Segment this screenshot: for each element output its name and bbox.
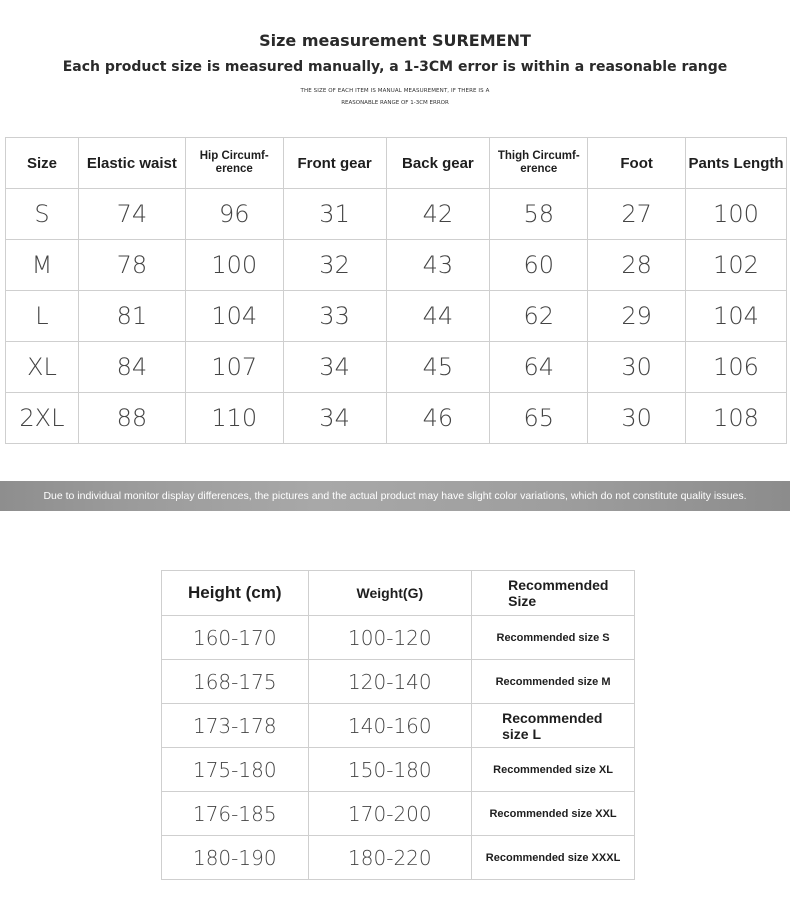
cell-back-gear: 46 xyxy=(386,393,490,444)
cell-elastic-waist: 88 xyxy=(78,393,185,444)
header-weight: Weight(G) xyxy=(308,571,472,616)
cell-recommended-size: Recommended size XL xyxy=(472,748,635,792)
cell-foot: 30 xyxy=(588,393,686,444)
header-thigh-line-1: Thigh Circumf- xyxy=(497,150,580,162)
cell-weight: 100-120 xyxy=(308,616,472,660)
cell-recommended-size: Recommended size XXL xyxy=(472,792,635,836)
cell-height: 168-175 xyxy=(162,660,309,704)
cell-weight: 120-140 xyxy=(308,660,472,704)
cell-weight: 170-200 xyxy=(308,792,472,836)
size-table-row xyxy=(6,240,787,291)
cell-pants-length: 106 xyxy=(686,342,787,393)
cell-back-gear: 43 xyxy=(386,240,490,291)
color-disclaimer-banner: Due to individual monitor display differences, the pictures and the actual product may have slight color variations, which do not constitute quality issues. xyxy=(0,481,790,511)
cell-front-gear: 34 xyxy=(283,393,386,444)
size-table-header-row xyxy=(6,138,787,189)
cell-elastic-waist: 78 xyxy=(78,240,185,291)
measurement-note-line-1: THE SIZE OF EACH ITEM IS MANUAL MEASUREMENT, IF THERE IS A xyxy=(300,88,490,94)
cell-back-gear: 42 xyxy=(386,189,490,240)
size-table-row xyxy=(6,393,787,444)
header-hip-line-1: Hip Circumf- xyxy=(199,150,269,162)
header-recommended-line-1: Recommended xyxy=(508,577,609,593)
cell-thigh-circumference: 65 xyxy=(490,393,588,444)
recommend-table-row xyxy=(162,748,635,792)
recommend-table-row xyxy=(162,704,635,748)
cell-front-gear: 33 xyxy=(283,291,386,342)
cell-pants-length: 102 xyxy=(686,240,787,291)
recommended-line-2: size L xyxy=(502,725,542,742)
cell-hip-circumference: 110 xyxy=(185,393,283,444)
header-hip-line-2: erence xyxy=(215,163,253,175)
header-back-gear: Back gear xyxy=(386,138,490,189)
cell-pants-length: 104 xyxy=(686,291,787,342)
cell-pants-length: 108 xyxy=(686,393,787,444)
header-foot: Foot xyxy=(588,138,686,189)
header-pants-length: Pants Length xyxy=(686,138,787,189)
cell-elastic-waist: 74 xyxy=(78,189,185,240)
recommended-line-1: Recommended xyxy=(502,709,603,726)
header-thigh-line-2: erence xyxy=(520,163,558,175)
cell-front-gear: 34 xyxy=(283,342,386,393)
cell-hip-circumference: 107 xyxy=(185,342,283,393)
cell-size: S xyxy=(6,189,79,240)
measurement-note-line-2: REASONABLE RANGE OF 1-3CM ERROR xyxy=(341,100,449,106)
cell-height: 173-178 xyxy=(162,704,309,748)
size-chart-table xyxy=(5,137,787,444)
cell-thigh-circumference: 60 xyxy=(490,240,588,291)
cell-recommended-size: Recommended size S xyxy=(472,616,635,660)
cell-foot: 28 xyxy=(588,240,686,291)
cell-elastic-waist: 81 xyxy=(78,291,185,342)
recommend-table-row xyxy=(162,660,635,704)
cell-height: 180-190 xyxy=(162,836,309,880)
cell-thigh-circumference: 62 xyxy=(490,291,588,342)
cell-size: XL xyxy=(6,342,79,393)
recommend-table-row xyxy=(162,616,635,660)
cell-weight: 150-180 xyxy=(308,748,472,792)
cell-recommended-size xyxy=(472,704,635,748)
cell-pants-length: 100 xyxy=(686,189,787,240)
size-table-row xyxy=(6,291,787,342)
header-size: Size xyxy=(6,138,79,189)
cell-foot: 29 xyxy=(588,291,686,342)
cell-height: 160-170 xyxy=(162,616,309,660)
header-front-gear: Front gear xyxy=(283,138,386,189)
cell-hip-circumference: 100 xyxy=(185,240,283,291)
cell-front-gear: 31 xyxy=(283,189,386,240)
header-height: Height (cm) xyxy=(162,571,309,616)
cell-foot: 27 xyxy=(588,189,686,240)
header-hip-circumference xyxy=(185,138,283,189)
header-recommended-line-2: Size xyxy=(508,593,537,609)
size-table-row xyxy=(6,189,787,240)
header-elastic-waist: Elastic waist xyxy=(78,138,185,189)
recommend-table-header-row xyxy=(162,571,635,616)
cell-height: 175-180 xyxy=(162,748,309,792)
size-recommendation-table xyxy=(161,570,635,880)
cell-size: 2XL xyxy=(6,393,79,444)
cell-weight: 140-160 xyxy=(308,704,472,748)
size-table-row xyxy=(6,342,787,393)
cell-hip-circumference: 96 xyxy=(185,189,283,240)
cell-foot: 30 xyxy=(588,342,686,393)
page-title: Size measurement SUREMENT xyxy=(259,31,531,50)
cell-height: 176-185 xyxy=(162,792,309,836)
recommend-table-row xyxy=(162,792,635,836)
cell-elastic-waist: 84 xyxy=(78,342,185,393)
cell-weight: 180-220 xyxy=(308,836,472,880)
cell-front-gear: 32 xyxy=(283,240,386,291)
cell-size: M xyxy=(6,240,79,291)
cell-thigh-circumference: 58 xyxy=(490,189,588,240)
header-recommended-size xyxy=(472,571,635,616)
page-subtitle: Each product size is measured manually, a 1-3CM error is within a reasonable range xyxy=(62,59,728,75)
cell-recommended-size: Recommended size XXXL xyxy=(472,836,635,880)
cell-back-gear: 44 xyxy=(386,291,490,342)
recommend-table-row xyxy=(162,836,635,880)
cell-recommended-size: Recommended size M xyxy=(472,660,635,704)
cell-back-gear: 45 xyxy=(386,342,490,393)
cell-hip-circumference: 104 xyxy=(185,291,283,342)
cell-size: L xyxy=(6,291,79,342)
cell-thigh-circumference: 64 xyxy=(490,342,588,393)
header-thigh-circumference xyxy=(490,138,588,189)
